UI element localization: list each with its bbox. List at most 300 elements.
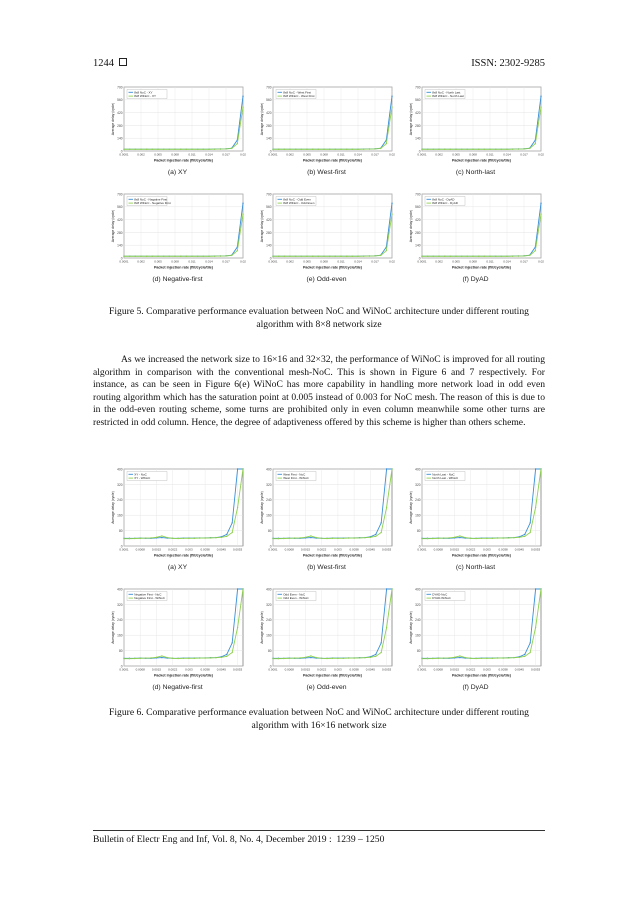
figure6-panel-svg	[110, 586, 245, 694]
legend-entry: DYAD-WiNoC	[432, 596, 451, 601]
data-point	[348, 537, 349, 538]
subfigure-label: (c) North-last	[455, 564, 496, 571]
x-tick-label: 0.0053	[232, 667, 243, 672]
data-point	[427, 149, 428, 150]
figure6-panel-3	[110, 586, 245, 694]
data-point	[242, 468, 243, 469]
data-point	[208, 149, 209, 150]
x-tick-label: 0.017	[520, 259, 528, 264]
data-point	[306, 256, 307, 257]
x-tick-label: 0.003	[483, 667, 491, 672]
data-point	[444, 149, 445, 150]
x-tick-label: 0.008	[320, 152, 328, 157]
subfigure-label: (f) DyAD	[462, 276, 489, 283]
data-point	[191, 149, 192, 150]
x-axis-label: Packet injection rate (flit/cycle/tile)	[154, 265, 213, 270]
data-point	[283, 658, 284, 659]
y-tick-label: 400	[415, 587, 421, 592]
data-point	[123, 538, 124, 539]
data-point	[161, 657, 162, 658]
data-point	[225, 255, 226, 256]
data-point	[332, 538, 333, 539]
figure5-panel-svg	[259, 191, 394, 286]
y-tick-label: 0	[269, 149, 272, 154]
data-point	[237, 143, 238, 144]
data-point	[513, 537, 514, 538]
data-point	[237, 468, 238, 469]
x-tick-label: 0.011	[188, 152, 196, 157]
data-point	[337, 658, 338, 659]
data-point	[495, 149, 496, 150]
data-point	[524, 654, 525, 655]
data-point	[203, 149, 204, 150]
x-tick-label: 0.0022	[317, 667, 327, 672]
data-point	[369, 255, 370, 256]
data-point	[421, 149, 422, 150]
data-point	[316, 537, 317, 538]
data-point	[421, 658, 422, 659]
figure5-panel-4	[259, 191, 394, 286]
y-tick-label: 280	[117, 123, 123, 128]
data-point	[284, 256, 285, 257]
y-tick-label: 240	[415, 618, 421, 623]
y-tick-label: 160	[266, 513, 272, 518]
data-point	[484, 256, 485, 257]
x-tick-label: 0.0001	[119, 259, 129, 264]
y-tick-label: 80	[267, 529, 272, 533]
data-point	[129, 256, 130, 257]
y-tick-label: 400	[415, 467, 421, 472]
x-axis-label: Packet injection rate (flit/cycle/tile)	[303, 673, 362, 678]
data-point	[329, 256, 330, 257]
x-tick-label: 0.02	[538, 259, 544, 264]
x-tick-label: 0.003	[185, 667, 193, 672]
x-tick-label: 0.0045	[514, 547, 524, 552]
data-point	[391, 588, 392, 589]
x-tick-label: 0.011	[486, 152, 494, 157]
data-point	[540, 213, 541, 214]
figure5-panel-svg	[110, 84, 245, 179]
x-tick-label: 0.0008	[284, 547, 294, 552]
legend-entry: Odd Even - NoC	[283, 592, 306, 597]
data-point	[506, 256, 507, 257]
x-tick-label: 0.0008	[135, 547, 145, 552]
data-point	[167, 657, 168, 658]
x-tick-label: 0.014	[354, 152, 362, 157]
y-tick-label: 560	[266, 98, 272, 103]
data-point	[188, 538, 189, 539]
data-point	[335, 149, 336, 150]
x-tick-label: 0.02	[389, 152, 395, 157]
data-point	[438, 256, 439, 257]
legend-entry: 8x8 NoC - Negative First	[134, 197, 168, 202]
x-tick-label: 0.0022	[168, 667, 178, 672]
data-point	[312, 256, 313, 257]
data-point	[306, 149, 307, 150]
data-point	[163, 256, 164, 257]
data-point	[433, 256, 434, 257]
data-point	[421, 256, 422, 257]
data-point	[226, 654, 227, 655]
data-point	[321, 658, 322, 659]
data-point	[470, 538, 471, 539]
data-point	[427, 538, 428, 539]
data-point	[242, 202, 243, 203]
data-point	[145, 537, 146, 538]
data-point	[326, 538, 327, 539]
figure5-panel-svg	[408, 191, 543, 286]
data-point	[386, 588, 387, 589]
data-point	[310, 535, 311, 536]
data-point	[152, 256, 153, 257]
data-point	[172, 658, 173, 659]
data-point	[438, 149, 439, 150]
data-point	[197, 256, 198, 257]
data-point	[272, 538, 273, 539]
data-point	[278, 256, 279, 257]
x-tick-label: 0.014	[503, 152, 511, 157]
data-point	[502, 537, 503, 538]
data-point	[215, 537, 216, 538]
y-axis-label: Average delay (cycle)	[409, 209, 413, 243]
x-tick-label: 0.0001	[119, 547, 129, 552]
x-tick-label: 0.017	[371, 152, 379, 157]
data-point	[524, 536, 525, 537]
data-point	[180, 149, 181, 150]
data-point	[129, 538, 130, 539]
data-point	[512, 255, 513, 256]
data-point	[454, 657, 455, 658]
legend-entry: 8x8 WiNoC - Negative First	[134, 201, 171, 206]
y-tick-label: 140	[266, 136, 272, 141]
data-point	[529, 255, 530, 256]
figure-5-caption	[93, 306, 545, 331]
x-tick-label: 0.0022	[466, 667, 476, 672]
figure6-panel-1	[259, 466, 394, 574]
figure-5-caption-line1: Figure 5. Comparative performance evaluation between NoC and WiNoC architecture under different routing	[109, 306, 529, 317]
data-point	[475, 538, 476, 539]
y-tick-label: 0	[418, 256, 421, 261]
y-tick-label: 140	[415, 136, 421, 141]
y-tick-label: 240	[117, 498, 123, 503]
data-point	[146, 149, 147, 150]
data-point	[535, 627, 536, 628]
x-tick-label: 0.0001	[417, 547, 427, 552]
data-point	[481, 658, 482, 659]
data-point	[146, 256, 147, 257]
data-point	[357, 149, 358, 150]
data-point	[357, 256, 358, 257]
x-tick-label: 0.014	[205, 259, 213, 264]
data-point	[391, 95, 392, 96]
x-tick-label: 0.02	[240, 259, 246, 264]
data-point	[305, 537, 306, 538]
data-point	[501, 256, 502, 257]
data-point	[134, 538, 135, 539]
data-point	[465, 657, 466, 658]
x-tick-label: 0.011	[188, 259, 196, 264]
y-tick-label: 560	[415, 98, 421, 103]
data-point	[156, 657, 157, 658]
y-tick-label: 240	[415, 498, 421, 503]
x-tick-label: 0.005	[303, 259, 311, 264]
data-point	[540, 202, 541, 203]
legend-entry: 8x8 NoC - North Last	[432, 90, 461, 95]
figure5-panel-0	[110, 84, 245, 179]
y-tick-label: 320	[266, 602, 272, 607]
data-point	[318, 256, 319, 257]
data-point	[535, 507, 536, 508]
data-point	[140, 256, 141, 257]
data-point	[523, 255, 524, 256]
data-point	[421, 538, 422, 539]
y-tick-label: 400	[117, 467, 123, 472]
y-axis-label: Average delay (cycle)	[260, 209, 264, 243]
data-point	[380, 522, 381, 523]
legend-entry: XY - NoC	[134, 472, 147, 477]
data-point	[231, 642, 232, 643]
data-point	[535, 588, 536, 589]
data-point	[459, 657, 460, 658]
data-point	[352, 256, 353, 257]
y-tick-label: 420	[117, 218, 123, 222]
data-point	[294, 537, 295, 538]
data-point	[237, 588, 238, 589]
figure6-panel-4	[259, 586, 394, 694]
data-point	[481, 538, 482, 539]
data-point	[221, 537, 222, 538]
data-point	[335, 256, 336, 257]
data-point	[237, 250, 238, 251]
data-point	[472, 256, 473, 257]
y-tick-label: 0	[418, 149, 421, 154]
legend-entry: Negative First - NoC	[134, 592, 162, 597]
data-point	[294, 657, 295, 658]
y-tick-label: 80	[416, 649, 421, 653]
data-point	[529, 148, 530, 149]
data-point	[459, 537, 460, 538]
x-tick-label: 0.002	[286, 152, 294, 157]
x-tick-label: 0.0038	[200, 667, 210, 672]
y-tick-label: 0	[120, 664, 123, 669]
data-point	[167, 537, 168, 538]
x-tick-label: 0.011	[486, 259, 494, 264]
y-axis-label: Average delay (cycle)	[409, 611, 413, 644]
data-point	[380, 642, 381, 643]
legend-entry: Negative First - WiNoC	[134, 596, 165, 601]
data-point	[529, 522, 530, 523]
data-point	[529, 642, 530, 643]
data-point	[161, 535, 162, 536]
x-tick-label: 0.0038	[200, 547, 210, 552]
x-tick-label: 0.0015	[300, 667, 311, 672]
y-axis-label: Average delay (cycle)	[409, 102, 413, 136]
figure5-panel-svg	[259, 84, 394, 179]
y-tick-label: 280	[415, 123, 421, 128]
data-point	[150, 537, 151, 538]
data-point	[352, 149, 353, 150]
y-axis-label: Average delay (cycle)	[409, 491, 413, 524]
x-tick-label: 0.0015	[449, 667, 460, 672]
y-tick-label: 280	[117, 230, 123, 235]
data-point	[152, 149, 153, 150]
data-point	[497, 657, 498, 658]
y-tick-label: 280	[266, 123, 272, 128]
figure6-panel-svg	[259, 466, 394, 574]
data-point	[386, 250, 387, 251]
data-point	[380, 532, 381, 533]
y-tick-label: 0	[269, 544, 272, 549]
y-axis-label: Average delay (cycle)	[111, 209, 115, 243]
data-point	[495, 256, 496, 257]
data-point	[375, 656, 376, 657]
footer-citation: Bulletin of Electr Eng and Inf, Vol. 8, No. 4, December 2019 : 1239 – 1250	[93, 834, 385, 845]
x-tick-label: 0.005	[452, 259, 460, 264]
x-axis-label: Packet injection rate (flit/cycle/tile)	[303, 265, 362, 270]
data-point	[220, 148, 221, 149]
data-point	[204, 537, 205, 538]
x-tick-label: 0.0008	[433, 667, 443, 672]
data-point	[391, 468, 392, 469]
data-point	[208, 256, 209, 257]
y-tick-label: 140	[415, 243, 421, 248]
x-tick-label: 0.0053	[381, 667, 392, 672]
data-point	[145, 657, 146, 658]
data-point	[391, 202, 392, 203]
y-tick-label: 560	[266, 205, 272, 210]
y-tick-label: 560	[117, 98, 123, 103]
data-point	[438, 538, 439, 539]
data-point	[540, 468, 541, 469]
data-point	[340, 149, 341, 150]
y-tick-label: 160	[415, 633, 421, 638]
x-tick-label: 0.0053	[232, 547, 243, 552]
data-point	[242, 106, 243, 107]
data-point	[225, 148, 226, 149]
data-point	[535, 468, 536, 469]
subfigure-label: (c) North-last	[455, 169, 496, 176]
y-axis-label: Average delay (cycle)	[111, 611, 115, 644]
data-point	[501, 149, 502, 150]
data-point	[540, 95, 541, 96]
x-tick-label: 0.0045	[514, 667, 524, 672]
data-point	[363, 148, 364, 149]
y-tick-label: 0	[418, 664, 421, 669]
data-point	[135, 149, 136, 150]
data-point	[519, 657, 520, 658]
legend-entry: West First - NoC	[283, 472, 306, 477]
data-point	[508, 657, 509, 658]
legend-entry: DYAD-NoC	[432, 592, 448, 597]
data-point	[353, 537, 354, 538]
data-point	[508, 537, 509, 538]
legend-entry: 8x8 NoC - XY	[134, 90, 153, 95]
data-point	[455, 149, 456, 150]
data-point	[156, 537, 157, 538]
legend-entry: 8x8 WiNoC - XY	[134, 94, 157, 99]
x-tick-label: 0.014	[205, 152, 213, 157]
data-point	[231, 652, 232, 653]
data-point	[231, 522, 232, 523]
legend-entry: 8x8 NoC - DyAD	[432, 197, 455, 202]
x-tick-label: 0.0015	[300, 547, 311, 552]
x-tick-label: 0.0053	[530, 667, 541, 672]
subfigure-label: (e) Odd-even	[306, 684, 347, 691]
x-tick-label: 0.008	[469, 152, 477, 157]
data-point	[359, 657, 360, 658]
figure5-panel-svg	[110, 191, 245, 286]
data-point	[348, 657, 349, 658]
data-point	[369, 148, 370, 149]
data-point	[140, 658, 141, 659]
y-tick-label: 240	[266, 498, 272, 503]
data-point	[450, 256, 451, 257]
data-point	[289, 256, 290, 257]
data-point	[337, 538, 338, 539]
data-point	[226, 536, 227, 537]
data-point	[465, 537, 466, 538]
x-tick-label: 0.0053	[530, 547, 541, 552]
data-point	[318, 149, 319, 150]
data-point	[432, 538, 433, 539]
legend-entry: 8x8 NoC - Odd Even	[283, 197, 311, 202]
data-point	[444, 256, 445, 257]
legend-entry: 8x8 WiNoC - West First	[283, 94, 315, 99]
y-tick-label: 0	[120, 544, 123, 549]
issn: ISSN: 2302-9285	[471, 58, 545, 69]
y-tick-label: 420	[266, 111, 272, 115]
data-point	[427, 256, 428, 257]
data-point	[391, 106, 392, 107]
legend-entry: West First - WiNoC	[283, 476, 309, 481]
data-point	[443, 537, 444, 538]
y-tick-label: 0	[120, 149, 123, 154]
data-point	[486, 658, 487, 659]
x-tick-label: 0.002	[435, 152, 443, 157]
x-tick-label: 0.002	[137, 152, 145, 157]
y-tick-label: 80	[118, 649, 123, 653]
data-point	[535, 250, 536, 251]
legend-entry: North Last - WiNoC	[432, 476, 459, 481]
x-tick-label: 0.0038	[498, 547, 508, 552]
x-tick-label: 0.0038	[498, 667, 508, 672]
x-tick-label: 0.003	[334, 667, 342, 672]
y-tick-label: 420	[266, 218, 272, 222]
data-point	[272, 149, 273, 150]
y-tick-label: 700	[117, 192, 123, 197]
data-point	[183, 538, 184, 539]
legend-entry: 8x8 WiNoC - North Last	[432, 94, 464, 99]
figure5-panel-5	[408, 191, 543, 286]
data-point	[299, 657, 300, 658]
data-point	[140, 149, 141, 150]
data-point	[284, 149, 285, 150]
data-point	[278, 658, 279, 659]
data-point	[343, 658, 344, 659]
data-point	[380, 255, 381, 256]
x-tick-label: 0.003	[185, 547, 193, 552]
data-point	[380, 148, 381, 149]
figure5-panel-svg	[408, 84, 543, 179]
subfigure-label: (a) XY	[167, 169, 188, 176]
data-point	[467, 256, 468, 257]
x-tick-label: 0.02	[240, 152, 246, 157]
y-tick-label: 700	[266, 85, 272, 90]
data-point	[472, 149, 473, 150]
data-point	[433, 149, 434, 150]
data-point	[157, 149, 158, 150]
data-point	[489, 149, 490, 150]
